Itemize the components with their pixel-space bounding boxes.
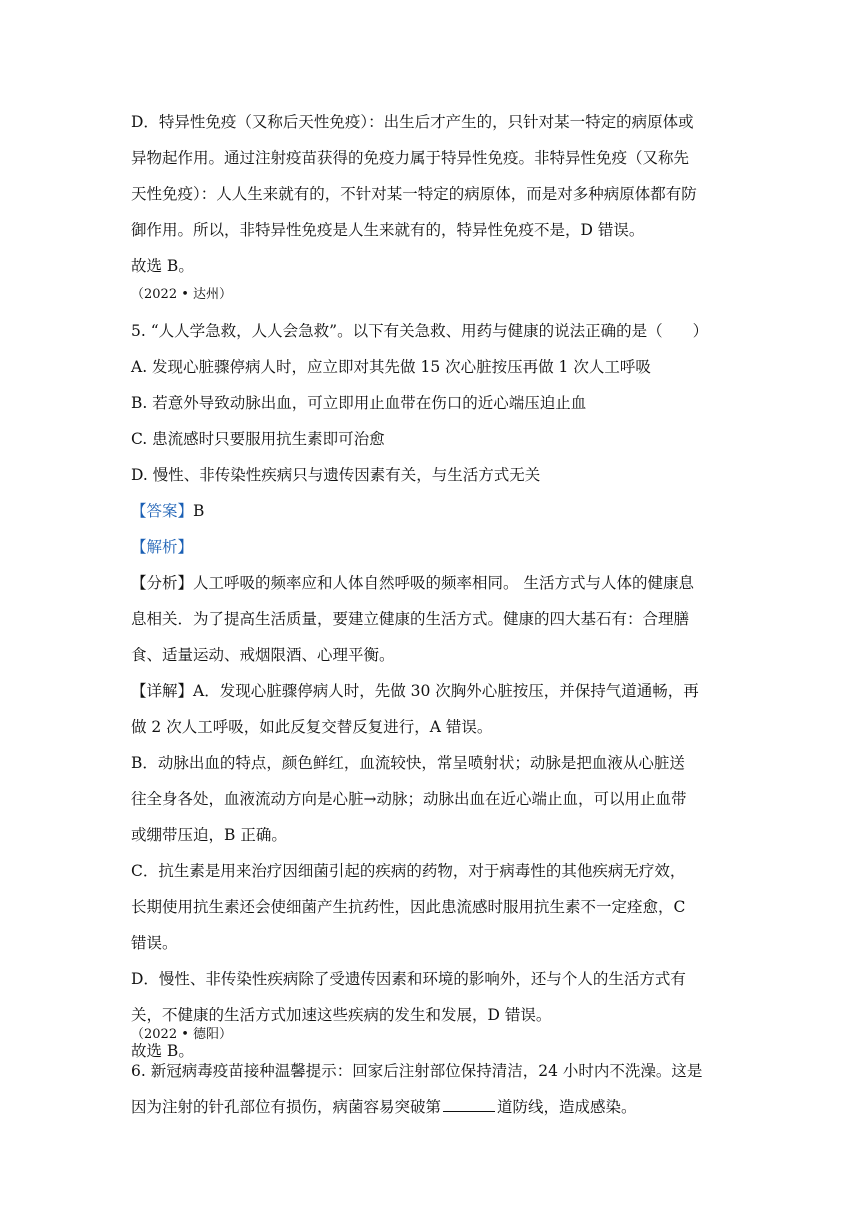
option-d: D. 慢性、非传染性疾病只与遗传因素有关，与生活方式无关 xyxy=(131,466,541,484)
fenxi-text: 人工呼吸的频率应和人体自然呼吸的频率相同。 生活方式与人体的健康息 xyxy=(193,574,694,592)
fenxi-line: 食、适量运动、戒烟限酒、心理平衡。 xyxy=(131,646,395,664)
fenxi-line: 息相关．为了提高生活质量，要建立健康的生活方式。健康的四大基石有：合理膳 xyxy=(131,610,690,628)
explanation-c-line: C．抗生素是用来治疗因细菌引起的疾病的药物，对于病毒性的其他疾病无疗效， xyxy=(131,862,686,880)
stem-text: 5. “人人学急救，人人会急救”。以下有关急救、用药与健康的说法正确的是（ xyxy=(131,322,663,340)
answer-line xyxy=(131,493,741,529)
analysis-line xyxy=(131,529,741,565)
fill-in-blank xyxy=(443,1097,495,1112)
option-a: A. 发现心脏骤停病人时，应立即对其先做 15 次心脏按压再做 1 次人工呼吸 xyxy=(131,358,651,376)
option-c: C. 患流感时只要服用抗生素即可治愈 xyxy=(131,430,385,448)
explanation-b-line: 往全身各处，血液流动方向是心脏→动脉；动脉出血在近心端止血，可以用止血带 xyxy=(131,790,687,808)
question-source: （2022 • 达州） xyxy=(131,287,233,302)
conclusion: 故选 B。 xyxy=(131,257,194,275)
explanation-b-line: B．动脉出血的特点，颜色鲜红，血流较快，常呈喷射状；动脉是把血液从心脏送 xyxy=(131,754,685,772)
explanation-d-line: 关，不健康的生活方式加速这些疾病的发生和发展，D 错误。 xyxy=(131,1006,552,1024)
answer-value: B xyxy=(193,502,205,520)
explanation-d-line: D．慢性、非传染性疾病除了受遗传因素和环境的影响外，还与个人的生活方式有 xyxy=(131,970,686,988)
option-d-explanation-line: 御作用。所以，非特异性免疫是人生来就有的，特异性免疫不是，D 错误。 xyxy=(131,221,645,239)
option-d-explanation-line: 天性免疫）：人人生来就有的，不针对某一特定的病原体，而是对多种病原体都有防 xyxy=(131,185,697,203)
xiangjie-line xyxy=(131,673,741,709)
question-6 xyxy=(131,1017,741,1125)
explanation-b-line: 或绷带压迫，B 正确。 xyxy=(131,826,287,844)
answer-tag: 【答案】 xyxy=(131,502,194,520)
question-stem-line: 6. 新冠病毒疫苗接种温馨提示：回家后注射部位保持清洁，24 小时内不洗澡。这是 xyxy=(131,1062,703,1080)
xiangjie-line: 做 2 次人工呼吸，如此反复交替反复进行，A 错误。 xyxy=(131,718,493,736)
explanation-c-line: 长期使用抗生素还会使细菌产生抗药性，因此患流感时服用抗生素不一定痊愈，C xyxy=(131,898,686,916)
question-5 xyxy=(131,277,741,1069)
stem-text: 道防线，造成感染。 xyxy=(497,1098,637,1116)
analysis-tag: 【解析】 xyxy=(131,538,194,556)
question-source: （2022 • 德阳） xyxy=(131,1027,233,1042)
question-stem xyxy=(131,313,741,349)
xiangjie-tag: 【详解】 xyxy=(131,682,194,700)
option-b: B. 若意外导致动脉出血，可立即用止血带在伤口的近心端压迫止血 xyxy=(131,394,587,412)
stem-text: 因为注射的针孔部位有损伤，病菌容易突破第 xyxy=(131,1098,442,1116)
option-d-explanation-line: D．特异性免疫（又称后天性免疫）：出生后才产生的，只针对某一特定的病原体或 xyxy=(131,113,694,131)
stem-suffix: ） xyxy=(692,322,709,340)
fenxi-line xyxy=(131,565,741,601)
fenxi-tag: 【分析】 xyxy=(131,574,194,592)
xiangjie-text: A．发现心脏骤停病人时，先做 30 次胸外心脏按压，并保持气道通畅，再 xyxy=(193,682,699,700)
explanation-c-line: 错误。 xyxy=(131,934,178,952)
question-stem-line xyxy=(131,1089,741,1125)
prev-question-tail xyxy=(131,104,741,284)
conclusion: 故选 B。 xyxy=(131,1042,194,1060)
option-d-explanation-line: 异物起作用。通过注射疫苗获得的免疫力属于特异性免疫。非特异性免疫（又称先 xyxy=(131,149,690,167)
